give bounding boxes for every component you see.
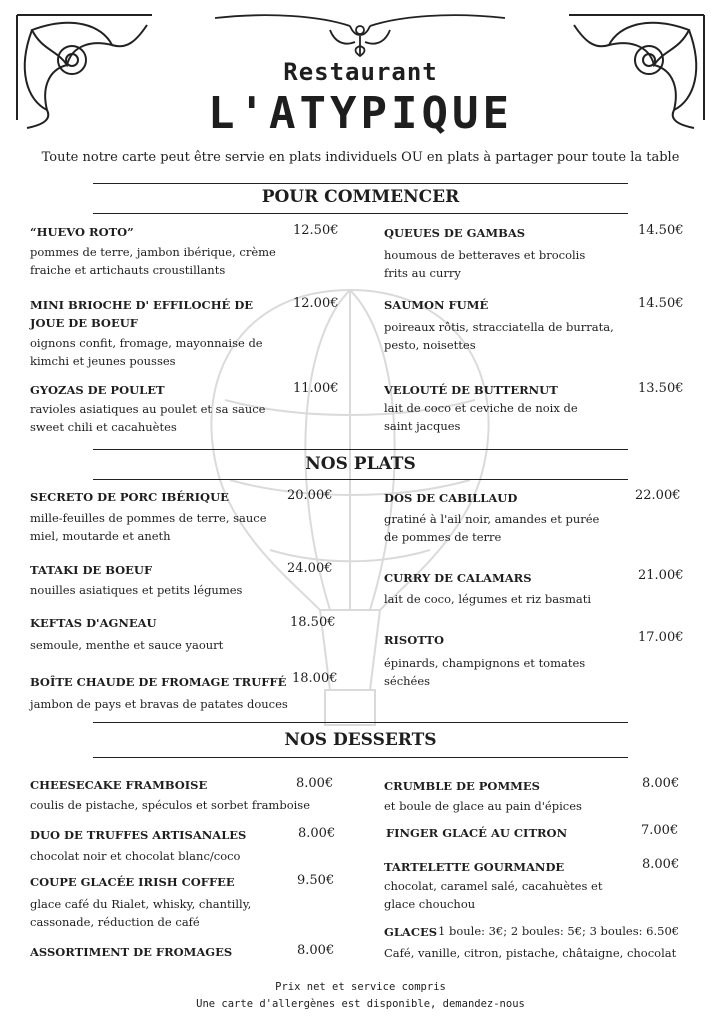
item-name: CHEESECAKE FRAMBOISE xyxy=(30,778,208,792)
item-price: 22.00€ xyxy=(635,488,681,503)
item-name: GLACES xyxy=(384,925,438,939)
item-price: 13.50€ xyxy=(638,381,684,396)
section-title-mains: NOS PLATS xyxy=(305,454,416,474)
item-description: glace chouchou xyxy=(384,897,476,911)
item-description: houmous de betteraves et brocolis xyxy=(384,248,586,262)
item-description: épinards, champignons et tomates xyxy=(384,656,586,670)
item-price: 14.50€ xyxy=(638,223,684,238)
item-price: 8.00€ xyxy=(642,857,680,872)
item-price: 8.00€ xyxy=(296,776,334,791)
item-description: lait de coco et ceviche de noix de xyxy=(384,401,578,415)
item-name: DUO DE TRUFFES ARTISANALES xyxy=(30,828,247,842)
item-price: 8.00€ xyxy=(297,943,335,958)
item-name: TATAKI DE BOEUF xyxy=(30,563,153,577)
divider xyxy=(93,183,628,184)
item-name: RISOTTO xyxy=(384,633,444,647)
divider xyxy=(93,757,628,758)
item-name: BOÎTE CHAUDE DE FROMAGE TRUFFÉ xyxy=(30,675,287,689)
item-description: gratiné à l'ail noir, amandes et purée xyxy=(384,512,600,526)
item-price: 8.00€ xyxy=(642,776,680,791)
item-name: ASSORTIMENT DE FROMAGES xyxy=(30,945,233,959)
item-name: “HUEVO ROTO” xyxy=(30,225,134,239)
section-title-starters: POUR COMMENCER xyxy=(261,187,460,207)
item-name: CURRY DE CALAMARS xyxy=(384,571,532,585)
item-description: semoule, menthe et sauce yaourt xyxy=(30,638,224,652)
item-description: ravioles asiatiques au poulet et sa sauce xyxy=(30,402,266,416)
item-description: lait de coco, légumes et riz basmati xyxy=(384,592,592,606)
item-name: TARTELETTE GOURMANDE xyxy=(384,860,565,874)
item-name: DOS DE CABILLAUD xyxy=(384,491,518,505)
menu-subtitle: Toute notre carte peut être servie en plats individuels OU en plats à partager pour toute la table xyxy=(41,150,680,165)
footer-note-price: Prix net et service compris xyxy=(275,981,446,993)
item-description: séchées xyxy=(384,674,431,688)
item-description: frits au curry xyxy=(384,266,461,280)
footer-note-allergens: Une carte d'allergènes est disponible, demandez-nous xyxy=(196,998,525,1010)
item-name: KEFTAS D'AGNEAU xyxy=(30,616,157,630)
item-name: VELOUTÉ DE BUTTERNUT xyxy=(384,383,558,397)
divider xyxy=(93,213,628,214)
item-description: pesto, noisettes xyxy=(384,338,476,352)
item-description: chocolat, caramel salé, cacahuètes et xyxy=(384,879,603,893)
item-price: 20.00€ xyxy=(287,488,333,503)
item-price: 12.50€ xyxy=(293,223,339,238)
item-price: 11.00€ xyxy=(293,381,339,396)
item-description: jambon de pays et bravas de patates douces xyxy=(30,697,288,711)
item-price: 17.00€ xyxy=(638,630,684,645)
item-description: chocolat noir et chocolat blanc/coco xyxy=(30,849,241,863)
item-description: et boule de glace au pain d'épices xyxy=(384,799,582,813)
item-description: pommes de terre, jambon ibérique, crème xyxy=(30,245,276,259)
item-description: saint jacques xyxy=(384,419,461,433)
restaurant-label: Restaurant xyxy=(283,58,438,86)
item-price: 12.00€ xyxy=(293,296,339,311)
item-name: QUEUES DE GAMBAS xyxy=(384,226,526,240)
item-description: coulis de pistache, spéculos et sorbet framboise xyxy=(30,798,310,812)
item-description: fraiche et artichauts croustillants xyxy=(30,263,226,277)
item-description: poireaux rôtis, stracciatella de burrata, xyxy=(384,320,614,334)
item-price: 14.50€ xyxy=(638,296,684,311)
item-description: oignons confit, fromage, mayonnaise de xyxy=(30,336,263,350)
item-price: 7.00€ xyxy=(641,823,679,838)
item-price: 9.50€ xyxy=(297,873,335,888)
item-price: 1 boule: 3€; 2 boules: 5€; 3 boules: 6.50€ xyxy=(438,924,680,938)
item-name: GYOZAS DE POULET xyxy=(30,383,165,397)
item-description: sweet chili et cacahuètes xyxy=(30,420,177,434)
item-name: COUPE GLACÉE IRISH COFFEE xyxy=(30,875,235,889)
restaurant-name: L'ATYPIQUE xyxy=(208,88,513,139)
item-price: 18.50€ xyxy=(290,615,336,630)
item-description: Café, vanille, citron, pistache, châtaigne, chocolat xyxy=(384,946,677,960)
divider xyxy=(93,449,628,450)
item-description: glace café du Rialet, whisky, chantilly, xyxy=(30,897,252,911)
item-description: kimchi et jeunes pousses xyxy=(30,354,176,368)
item-name: MINI BRIOCHE D' EFFILOCHÉ DE xyxy=(30,298,254,312)
item-price: 24.00€ xyxy=(287,561,333,576)
item-price: 21.00€ xyxy=(638,568,684,583)
item-price: 18.00€ xyxy=(292,671,338,686)
item-name: FINGER GLACÉ AU CITRON xyxy=(386,826,568,840)
item-description: nouilles asiatiques et petits légumes xyxy=(30,583,243,597)
item-name: JOUE DE BOEUF xyxy=(30,316,138,330)
item-description: de pommes de terre xyxy=(384,530,502,544)
item-description: miel, moutarde et aneth xyxy=(30,529,171,543)
item-name: CRUMBLE DE POMMES xyxy=(384,779,540,793)
header-scroll-ornament-icon xyxy=(210,8,510,60)
item-description: mille-feuilles de pommes de terre, sauce xyxy=(30,511,267,525)
item-price: 8.00€ xyxy=(298,826,336,841)
item-name: SAUMON FUMÉ xyxy=(384,298,489,312)
divider xyxy=(93,479,628,480)
item-name: SECRETO DE PORC IBÉRIQUE xyxy=(30,490,229,504)
divider xyxy=(93,722,628,723)
section-title-desserts: NOS DESSERTS xyxy=(284,730,437,750)
item-description: cassonade, réduction de café xyxy=(30,915,200,929)
